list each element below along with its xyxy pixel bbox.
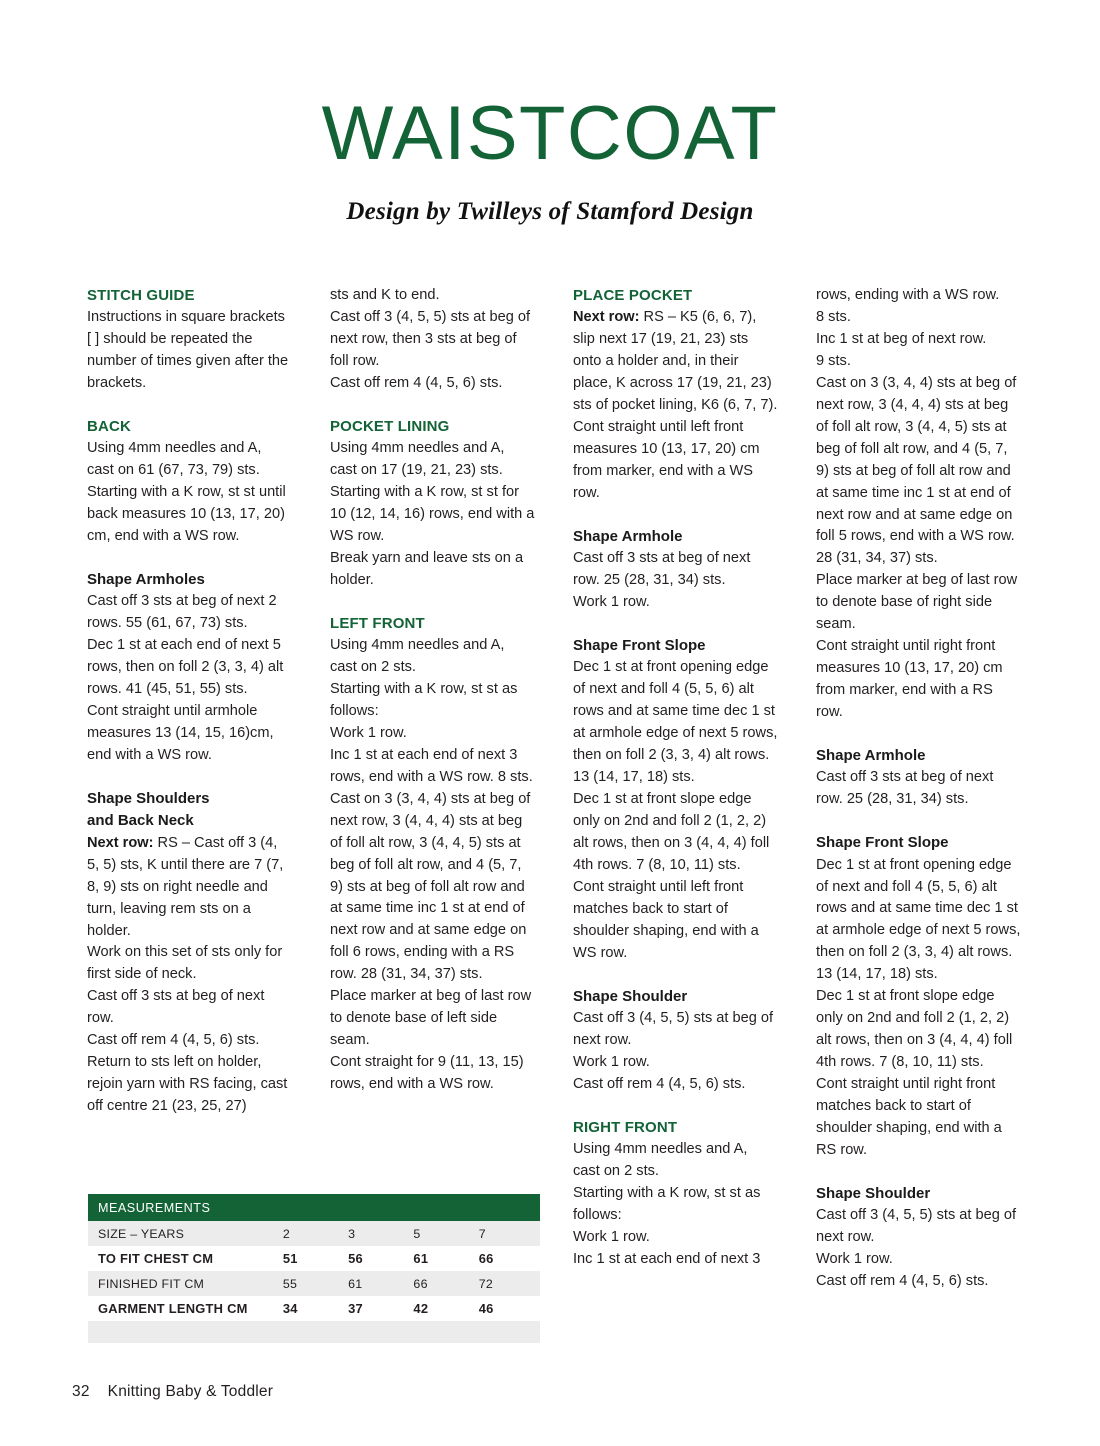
run-in-label: Next row: (573, 309, 640, 326)
sub-heading: Shape Shoulders (87, 790, 210, 808)
table-row (88, 1271, 540, 1296)
sub-heading: Shape Front Slope (816, 834, 949, 852)
instruction-paragraph: Cast off 3 (4, 5, 5) sts at beg of next row. (816, 1207, 1017, 1246)
instruction-paragraph: Cont straight until left front measures 10 (13, 17, 20) cm from marker, end with a WS row. (573, 419, 760, 501)
row-label: FINISHED FIT CM (88, 1271, 279, 1296)
sub-heading-continued: and Back Neck (87, 812, 194, 830)
column-4 (816, 285, 1021, 1293)
instruction-paragraph: Return to sts left on holder, rejoin yarn with RS facing, cast off centre 21 (23, 25, 27) (87, 1054, 288, 1115)
instruction-paragraph: sts and K to end. (330, 287, 440, 303)
instruction-paragraph: Cast off rem 4 (4, 5, 6) sts. (573, 1075, 746, 1092)
block-spacer (87, 395, 292, 416)
instruction-paragraph: Starting with a K row, st st as follows: (330, 680, 518, 719)
instruction-paragraph: Dec 1 st at each end of next 5 rows, then on foll 2 (3, 3, 4) alt rows. 41 (45, 51, 55) sts. (87, 637, 284, 698)
instruction-paragraph: Place marker at beg of last row to denote base of right side seam. (816, 572, 1018, 633)
instruction-paragraph: Cast off rem 4 (4, 5, 6) sts. (87, 1032, 260, 1049)
instruction-paragraph: Work on this set of sts only for first side of neck. (87, 944, 283, 983)
instruction-paragraph: Cast on 3 (3, 4, 4) sts at beg of next row, 3 (4, 4, 4) sts at beg of foll alt row, 3 (4, 4, 5) sts at beg of foll alt row, and 4 (5, 7, 9) sts at beg of foll alt row and at same time inc 1 st at end of next row and at same edge on foll 6 rows, ending with a RS row. 28 (31, 34, 37) sts. (330, 790, 531, 983)
instruction-paragraph: Starting with a K row, st st until back measures 10 (13, 17, 20) cm, end with a WS row. (87, 484, 286, 545)
section-heading: STITCH GUIDE (87, 287, 195, 304)
column-3 (573, 285, 778, 1293)
row-value: 5 (409, 1221, 474, 1246)
block-spacer (87, 548, 292, 569)
instruction-paragraph: 9 sts. (816, 352, 851, 369)
block-spacer (573, 614, 778, 635)
block-spacer (573, 965, 778, 986)
section-heading: POCKET LINING (330, 417, 450, 435)
instruction-paragraph: Cast off 3 sts at beg of next row. 25 (28, 31, 34) sts. (573, 550, 751, 589)
column-2 (330, 285, 535, 1293)
page-title: WAISTCOAT (321, 91, 779, 176)
block-spacer (330, 592, 535, 613)
instruction-paragraph: Cont straight until armhole measures 13 (14, 15, 16)cm, end with a WS row. (87, 703, 274, 764)
instruction-paragraph: Cast off rem 4 (4, 5, 6) sts. (816, 1273, 989, 1290)
instruction-paragraph: Cont straight until left front matches back to start of shoulder shaping, end with a WS row. (573, 878, 759, 961)
block-spacer (573, 1096, 778, 1117)
row-value: 61 (344, 1271, 409, 1296)
block-spacer (87, 767, 292, 788)
table-row (88, 1296, 540, 1321)
block-spacer (573, 505, 778, 526)
page-subtitle: Design by Twilleys of Stamford Design (346, 198, 754, 225)
measurements-header-row (88, 1194, 540, 1221)
masthead (0, 0, 1100, 226)
table-spacer-row (88, 1321, 540, 1343)
table-row (88, 1221, 540, 1246)
publication-name: Knitting Baby & Toddler (107, 1383, 274, 1400)
instruction-paragraph: Starting with a K row, st st as follows: (573, 1184, 761, 1223)
instruction-paragraph: Using 4mm needles and A, cast on 17 (19, 21, 23) sts. (330, 440, 505, 479)
block-spacer (816, 724, 1021, 745)
instruction-paragraph: Work 1 row. (573, 1053, 650, 1070)
sub-heading: Shape Armholes (87, 571, 205, 589)
table-row (88, 1246, 540, 1271)
folio-number: 32 (72, 1383, 90, 1400)
instruction-paragraph: Dec 1 st at front opening edge of next and foll 4 (5, 5, 6) alt rows and at same time dec 1 st at armhole edge of next 5 rows, then on foll 2 (3, 3, 4) alt rows. 13 (14, 17, 18) sts. (816, 856, 1021, 983)
row-value: 46 (475, 1296, 540, 1321)
instruction-paragraph: Cast off rem 4 (4, 5, 6) sts. (330, 374, 503, 391)
section-heading: RIGHT FRONT (573, 1118, 678, 1136)
instruction-paragraph: Using 4mm needles and A, cast on 2 sts. (330, 637, 505, 675)
instruction-paragraph: Next row: RS – K5 (6, 6, 7), slip next 17 (19, 21, 23) sts onto a holder and, in their place, K across 17 (19, 21, 23) sts of pocket lining, K6 (6, 7, 7). (573, 309, 778, 414)
instruction-paragraph: Using 4mm needles and A, cast on 61 (67, 73, 79) sts. (87, 440, 262, 479)
instruction-paragraph: Inc 1 st at each end of next 3 rows, end with a WS row. 8 sts. (330, 746, 533, 785)
instruction-paragraph: Dec 1 st at front slope edge only on 2nd and foll 2 (1, 2, 2) alt rows, then on 3 (4, 4, 4) foll 4th rows. 7 (8, 10, 11) sts. (816, 988, 1013, 1071)
sub-heading: Shape Shoulder (816, 1184, 931, 1202)
block-spacer (816, 1162, 1021, 1183)
instruction-paragraph: Cont straight until right front measures 10 (13, 17, 20) cm from marker, end with a RS row. (816, 638, 1003, 721)
instruction-paragraph: Using 4mm needles and A, cast on 2 sts. (573, 1141, 748, 1180)
row-value: 7 (475, 1221, 540, 1246)
instruction-paragraph: Cast on 3 (3, 4, 4) sts at beg of next row, 3 (4, 4, 4) sts at beg of foll alt row, 3 (4, 4, 5) sts at beg of foll alt row, and 4 (5, 7, 9) sts at beg of foll alt row and at same time inc 1 st at end of next row and at same edge on foll 5 rows, end with a WS row. 28 (31, 34, 37) sts. (816, 374, 1017, 567)
row-value: 72 (475, 1271, 540, 1296)
instruction-paragraph: Work 1 row. (330, 724, 407, 741)
instruction-paragraph: Cont straight for 9 (11, 13, 15) rows, end with a WS row. (330, 1054, 524, 1093)
block-spacer (330, 395, 535, 416)
measurements-body (88, 1221, 540, 1343)
block-spacer (816, 811, 1021, 832)
measurements-table (88, 1194, 540, 1343)
row-value: 55 (279, 1271, 344, 1296)
instruction-paragraph: Cast off 3 (4, 5, 5) sts at beg of next row. (573, 1009, 774, 1048)
row-value: 34 (279, 1296, 344, 1321)
run-in-label: Next row: (87, 834, 154, 851)
instruction-paragraph: Cont straight until right front matches back to start of shoulder shaping, end with a RS row. (816, 1076, 1002, 1158)
row-value: 42 (409, 1296, 474, 1321)
instruction-paragraph: Starting with a K row, st st for 10 (12, 14, 16) rows, end with a WS row. (330, 483, 535, 544)
row-value: 37 (344, 1296, 409, 1321)
row-label: SIZE – YEARS (88, 1221, 279, 1246)
sub-heading: Shape Front Slope (573, 637, 706, 655)
measurements-title: MEASUREMENTS (88, 1194, 540, 1221)
instruction-paragraph: Cast off 3 sts at beg of next 2 rows. 55 (61, 67, 73) sts. (87, 593, 277, 632)
instruction-paragraph: Cast off 3 sts at beg of next row. 25 (28, 31, 34) sts. (816, 769, 994, 808)
sub-heading: Shape Armhole (816, 747, 926, 765)
row-value: 66 (475, 1246, 540, 1271)
row-value: 66 (409, 1271, 474, 1296)
page-footer (72, 1383, 273, 1401)
row-value: 61 (409, 1246, 474, 1271)
instruction-paragraph: Work 1 row. (573, 1228, 650, 1245)
column-1 (87, 285, 292, 1293)
row-value: 51 (279, 1246, 344, 1271)
row-value: 56 (344, 1246, 409, 1271)
instruction-paragraph: Work 1 row. (816, 1251, 893, 1268)
row-label: GARMENT LENGTH CM (88, 1296, 279, 1321)
instruction-paragraph: Cast off 3 (4, 5, 5) sts at beg of next row, then 3 sts at beg of foll row. (330, 308, 531, 369)
row-value: 2 (279, 1221, 344, 1246)
instruction-paragraph: Work 1 row. (573, 594, 650, 611)
text-columns (87, 285, 1022, 1293)
section-heading: LEFT FRONT (330, 614, 425, 632)
table-spacer-cell (88, 1321, 540, 1343)
instruction-paragraph: Break yarn and leave sts on a holder. (330, 549, 524, 588)
section-heading: PLACE POCKET (573, 287, 693, 304)
instruction-paragraph: Inc 1 st at each end of next 3 (573, 1250, 761, 1267)
instruction-paragraph: Dec 1 st at front slope edge only on 2nd and foll 2 (1, 2, 2) alt rows, then on 3 (4, 4, 4) foll 4th rows. 7 (8, 10, 11) sts. (573, 791, 770, 873)
row-value: 3 (344, 1221, 409, 1246)
sub-heading: Shape Shoulder (573, 987, 688, 1005)
instruction-paragraph: Place marker at beg of last row to denote base of left side seam. (330, 988, 532, 1049)
instruction-paragraph: Cast off 3 sts at beg of next row. (87, 988, 265, 1027)
section-heading: BACK (87, 418, 131, 436)
sub-heading: Shape Armhole (573, 527, 683, 545)
instruction-paragraph: Next row: RS – Cast off 3 (4, 5, 5) sts, K until there are 7 (7, 8, 9) sts on right needle and turn, leaving rem sts on a holder. (87, 834, 284, 939)
row-label: TO FIT CHEST CM (88, 1246, 279, 1271)
instruction-paragraph: 8 sts. (816, 308, 851, 325)
instruction-paragraph: Inc 1 st at beg of next row. (816, 330, 987, 347)
instruction-paragraph: rows, ending with a WS row. (816, 287, 1000, 303)
instruction-paragraph: Instructions in square brackets [ ] should be repeated the number of times given after the brackets. (87, 309, 289, 392)
instruction-paragraph: Dec 1 st at front opening edge of next and foll 4 (5, 5, 6) alt rows and at same time dec 1 st at armhole edge of next 5 rows, then on foll 2 (3, 3, 4) alt rows. 13 (14, 17, 18) sts. (573, 659, 778, 786)
